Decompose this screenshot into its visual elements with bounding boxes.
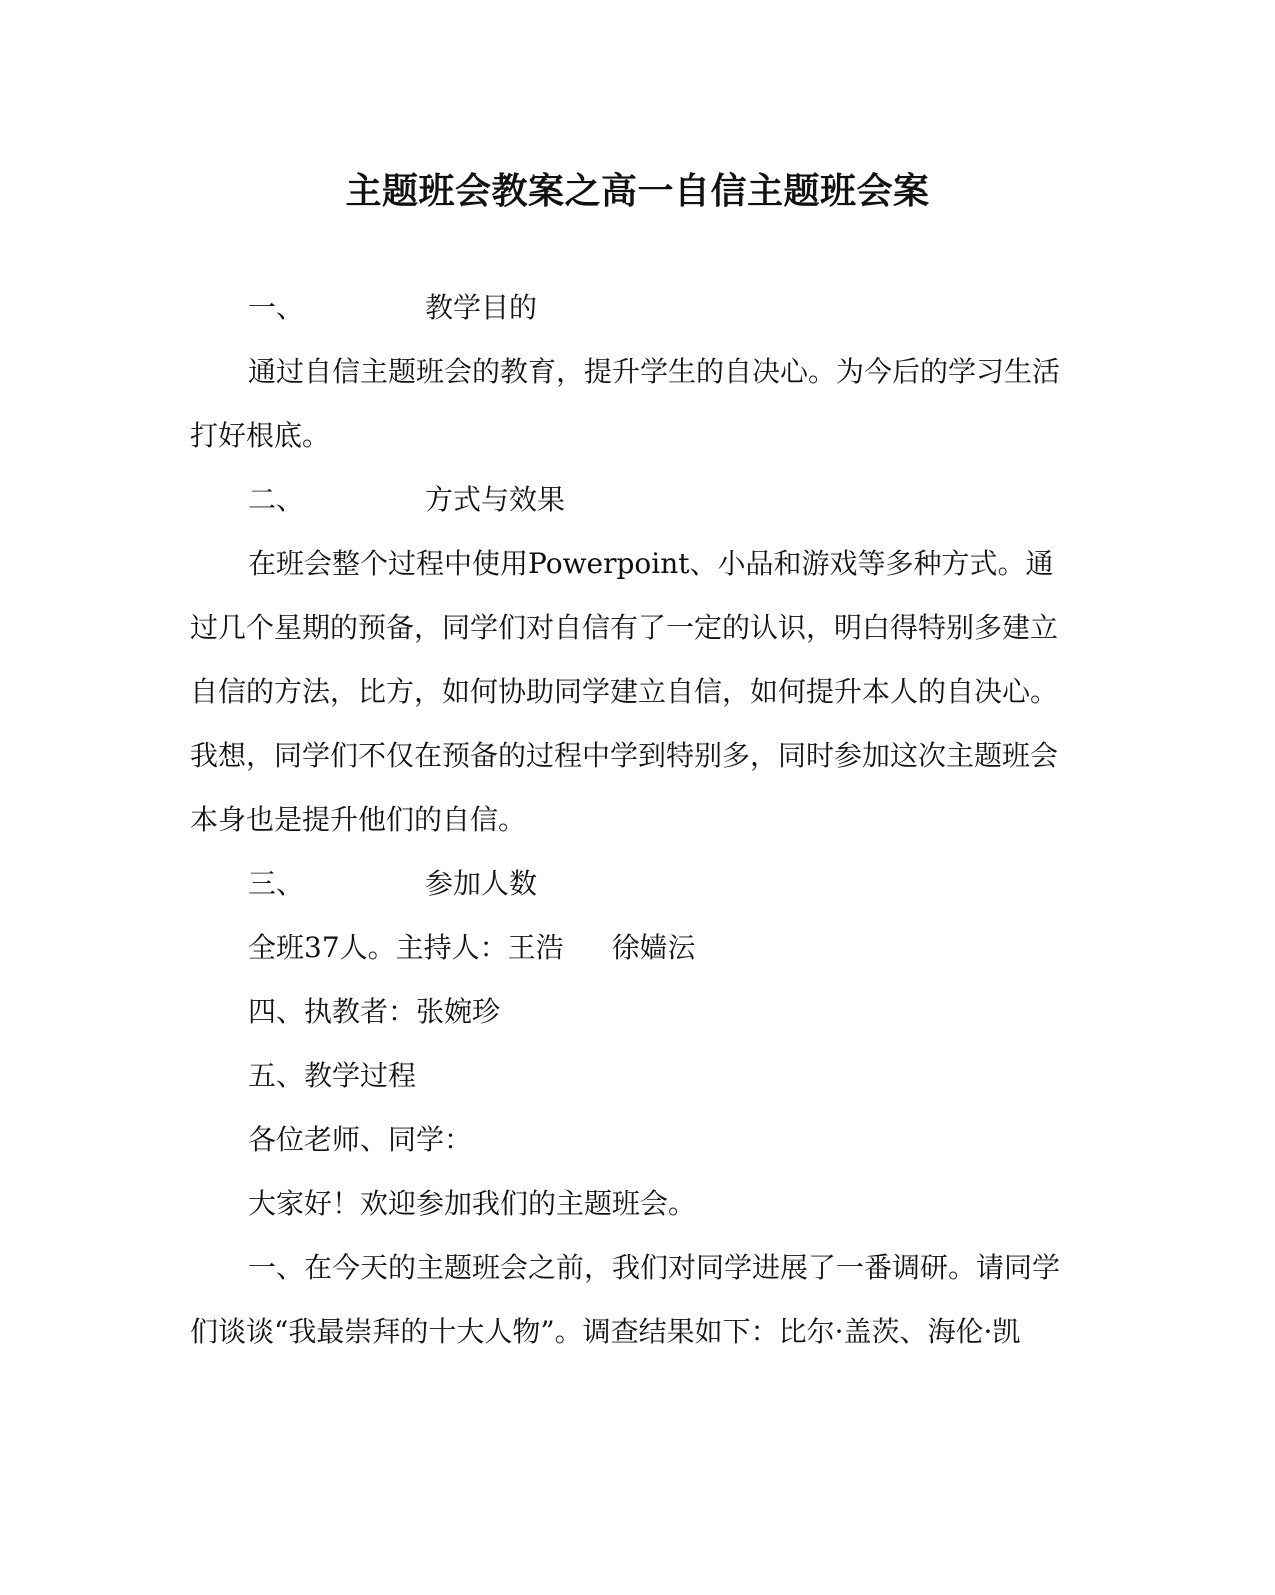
paragraph-survey: 一、在今天的主题班会之前，我们对同学进展了一番调研。请同学们谈谈“我最崇拜的十大人物”。调查结果如下：比尔·盖茨、海伦·凯 bbox=[190, 1251, 1061, 1348]
section-number: 三、 bbox=[248, 867, 305, 900]
section-title: 教学目的 bbox=[425, 291, 538, 324]
document-body bbox=[190, 276, 1080, 1364]
paragraph-process: 五、教学过程 bbox=[248, 1059, 417, 1092]
section-heading-participants bbox=[190, 852, 1080, 916]
section-heading-purpose bbox=[190, 276, 1080, 340]
section-title: 方式与效果 bbox=[425, 483, 566, 516]
paragraph-method: 在班会整个过程中使用Powerpoint、小品和游戏等多种方式。通过几个星期的预备，同学们对自信有了一定的认识，明白得特别多建立自信的方法，比方，如何协助同学建立自信，如何提升本人的自决心。我想，同学们不仅在预备的过程中学到特别多，同时参加这次主题班会本身也是提升他们的自信。 bbox=[190, 547, 1059, 836]
participants-text: 全班37人。主持人：王浩 bbox=[248, 931, 564, 964]
paragraph-teacher: 四、执教者：张婉珍 bbox=[248, 995, 501, 1028]
second-host: 徐嫱沄 bbox=[611, 931, 696, 964]
section-title: 参加人数 bbox=[425, 867, 538, 900]
paragraph-purpose: 通过自信主题班会的教育，提升学生的自决心。为今后的学习生活打好根底。 bbox=[190, 355, 1061, 452]
paragraph-welcome: 大家好！欢迎参加我们的主题班会。 bbox=[248, 1187, 697, 1220]
document-title: 主题班会教案之高一自信主题班会案 bbox=[345, 170, 930, 212]
paragraph-greeting: 各位老师、同学： bbox=[248, 1123, 473, 1156]
paragraph-participants bbox=[190, 916, 1080, 980]
section-heading-method bbox=[190, 468, 1080, 532]
section-number: 二、 bbox=[248, 483, 305, 516]
section-number: 一、 bbox=[248, 291, 305, 324]
